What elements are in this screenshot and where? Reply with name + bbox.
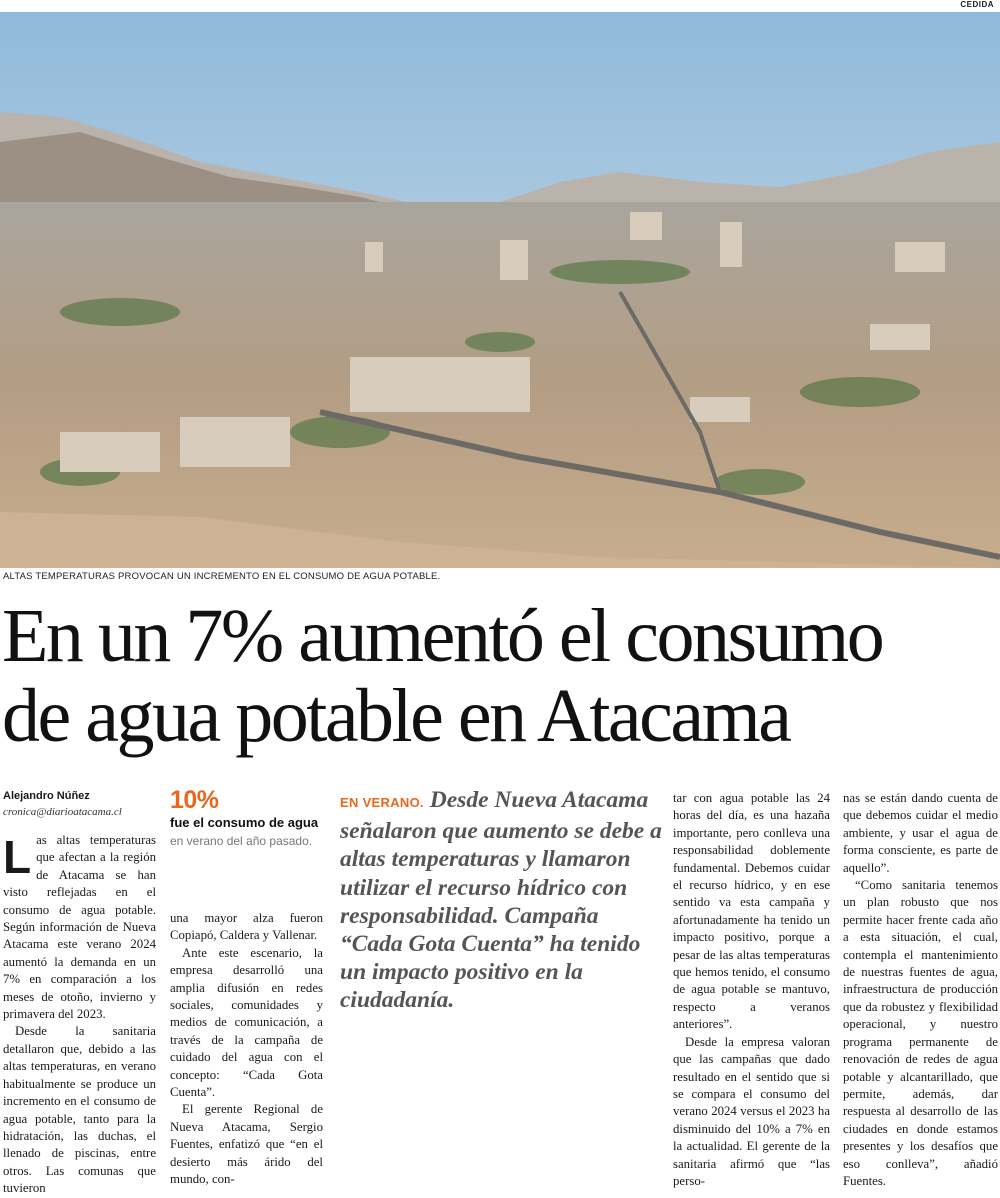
stat-text: fue el consumo de agua bbox=[170, 815, 319, 830]
photo-caption: ALTAS TEMPERATURAS PROVOCAN UN INCREMENTO EN EL CONSUMO DE AGUA POTABLE. bbox=[3, 571, 441, 582]
stat-subtext: en verano del año pasado. bbox=[170, 834, 313, 848]
paragraph: El gerente Regional de Nueva Atacama, Sergio Fuentes, enfatizó que “en el desierto más árido del mundo, con- bbox=[170, 1102, 323, 1187]
city-photo bbox=[0, 12, 1000, 568]
article-column-5 bbox=[843, 790, 998, 1190]
headline-line-1: En un 7% aumentó el consumo bbox=[2, 594, 883, 678]
stat-number: 10% bbox=[170, 786, 219, 814]
article-column-2 bbox=[170, 910, 323, 1189]
pull-quote-text: Desde Nueva Atacama señalaron que aumento se debe a altas temperaturas y llamaron utilizar el recurso hídrico con responsabilidad. Campaña “Cada Gota Cuenta” ha tenido un impacto positivo en la ciudadanía. bbox=[340, 787, 662, 1014]
author-email[interactable]: cronica@diarioatacama.cl bbox=[3, 806, 122, 818]
stat-box bbox=[170, 786, 335, 850]
paragraph: Desde la empresa valoran que las campañas que dado resultado en el sentido que si se compara el consumo del verano 2024 versus el 2023 ha disminuido del 10% a 7% en la actualidad. El gerente de la sanitaria afirmó que “las perso- bbox=[673, 1034, 830, 1188]
pull-quote-label: EN VERANO. bbox=[340, 795, 424, 810]
author-name: Alejandro Núñez bbox=[3, 790, 90, 802]
headline-line-2: de agua potable en Atacama bbox=[2, 674, 790, 758]
pull-quote bbox=[340, 786, 662, 1015]
paragraph: tar con agua potable las 24 horas del día, es una hazaña importante, pero conlleva una responsabilidad doblemente fundamental. Debemos cuidar el recurso hídrico, y en ese sentido va esta campaña y afortunadamente ha tenido un impacto positivo, porque a pesar de las altas temperaturas que hemos tenido, el consumo de agua potable se mantuvo, respecto a veranos anteriores”. bbox=[673, 791, 830, 1032]
article-column-4 bbox=[673, 790, 830, 1190]
paragraph: una mayor alza fueron Copiapó, Caldera y Vallenar. bbox=[170, 911, 323, 943]
article-column-1 bbox=[3, 832, 156, 1198]
paragraph: nas se están dando cuenta de que debemos cuidar el medio ambiente, y usar el agua de forma consciente, es parte de aquello”. bbox=[843, 791, 998, 875]
drop-cap: L bbox=[3, 831, 32, 883]
paragraph: Ante este escenario, la empresa desarrolló una amplia difusión en redes sociales, comunidades y medios de comunicación, a través de la campaña de cuidado del agua con el concepto: “Cada Gota Cuenta”. bbox=[170, 945, 323, 1100]
paragraph: “Como sanitaria tenemos un plan robusto que nos permite hacer frente cada año a esta situación, el cual, contempla el mantenimiento de nuestras fuentes de agua, infraestructura de producción que da robustez y flexibilidad operacional, y nuestro programa permanente de renovación de redes de agua potable y alcantarillado, que permite, además, dar respuesta al desarrollo de las ciudades en donde estamos presentes y los desafíos que eso conlleva”, añadió Fuentes. bbox=[843, 878, 998, 1188]
paragraph: Desde la sanitaria detallaron que, debido a las altas temperaturas, en verano habitualmente se produce un incremento en el consumo de agua potable, tanto para la hidratación, las duchas, el llenado de piscinas, entre otros. Las comunas que tuvieron bbox=[3, 1024, 156, 1196]
paragraph: Las altas temperaturas que afectan a la región de Atacama se han visto reflejadas en el consumo de agua potable. Según información de Nueva Atacama este verano 2024 aumentó la demanda en un 7% en comparación a los meses de otoño, invierno y primavera del 2023. bbox=[3, 831, 156, 1022]
photo-credit: CEDIDA bbox=[960, 0, 994, 9]
headline bbox=[2, 596, 998, 756]
